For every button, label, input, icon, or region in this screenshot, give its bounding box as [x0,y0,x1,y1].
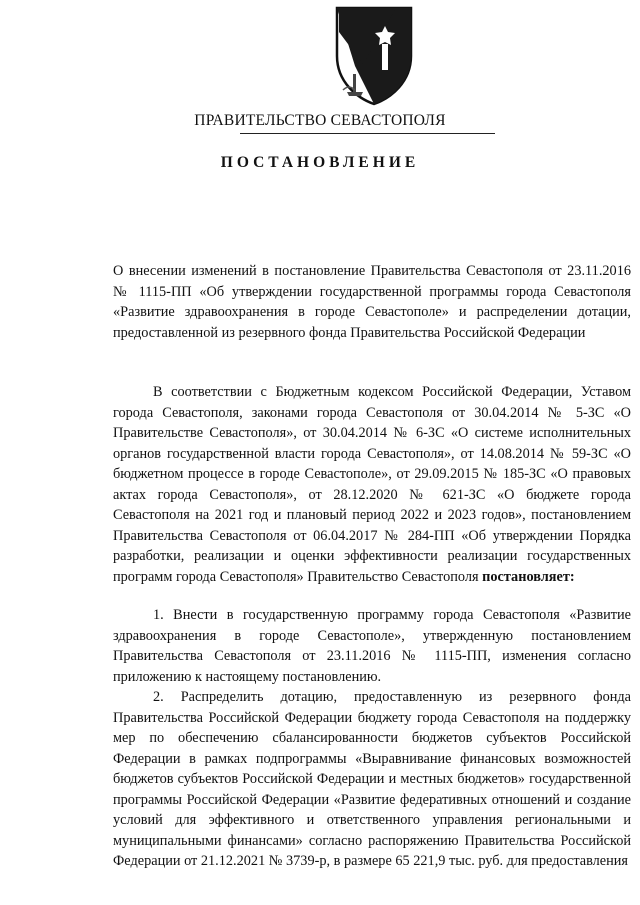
preamble-paragraph [113,382,631,587]
decree-word: постановляет [482,568,570,585]
decree-colon: : [569,568,575,585]
document-subject: О внесении изменений в постановление Правительства Севастополя от 23.11.2016 № 1115-ПП «Об утверждении государственной программы города Севастополя «Развитие здравоохранения в городе Севастополе» и распределении дотации, предоставленной из резервного фонда Правительства Российской Федерации [113,263,631,341]
list-item: 1. Внести в государственную программу города Севастополя «Развитие здравоохранения в городе Севастополе», утвержденную постановлением Правительства Севастополя от 23.11.2016 № 1115-ПП, изменения согласно приложению к настоящему постановлению. [113,607,631,685]
list-item: 2. Распределить дотацию, предоставленную из резервного фонда Правительства Российской Федерации бюджету города Севастополя на поддержку мер по обеспечению сбалансированности бюджетов субъектов Российской Федерации в рамках подпрограммы «Выравнивание финансовых возможностей бюджетов субъектов Российской Федерации и местных бюджетов» государственной программы Российской Федерации «Развитие федеративных отношений и создание условий для эффективного и ответственного управления региональными и муниципальными финансами» согласно распоряжению Правительства Российской Федерации от 21.12.2021 № 3739-р, в размере 65 221,9 тыс. руб. для предоставления [113,689,631,869]
sevastopol-coat-of-arms-icon [333,4,415,106]
document-body [113,382,631,872]
government-name: ПРАВИТЕЛЬСТВО СЕВАСТОПОЛЯ [194,112,446,129]
document-type: ПОСТАНОВЛЕНИЕ [220,154,420,171]
preamble-text: В соответствии с Бюджетным кодексом Российской Федерации, Уставом города Севастополя, законами города Севастополя от 30.04.2014 № 5-ЗС «О Правительстве Севастополя», от 30.04.2014 № 6-ЗС «О системе исполнительных органов государственной власти города Севастополя», от 14.08.2014 № 59-ЗС «О бюджетном процессе в городе Севастополе», от 29.09.2015 № 185-ЗС «О правовых актах города Севастополя», от 28.12.2020 № 621-ЗС «О бюджете города Севастополя на 2021 год и плановый период 2022 и 2023 годов», постановлением Правительства Севастополя от 06.04.2017 № 284-ПП «Об утверждении Порядка разработки, реализации и оценки эффективности реализации государственных программ города Севастополя» Правительство Севастополя [113,384,631,585]
header-divider [240,133,495,134]
